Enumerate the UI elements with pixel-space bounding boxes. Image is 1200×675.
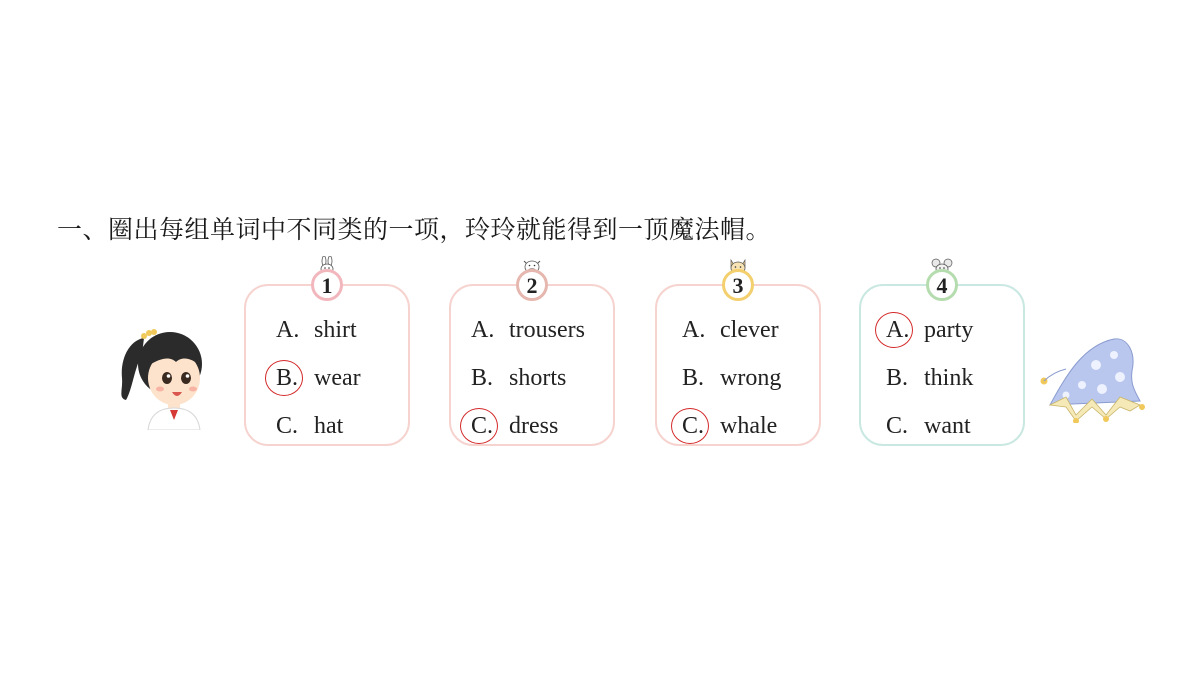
option-letter: B. — [471, 365, 494, 391]
option-letter: C. — [471, 408, 509, 444]
word-group-card-3 — [655, 273, 821, 446]
option-c[interactable] — [682, 408, 777, 444]
option-b[interactable] — [471, 360, 566, 396]
answer-circle — [671, 408, 709, 444]
group-number-badge: 3 — [722, 269, 754, 301]
group-number-badge: 2 — [516, 269, 548, 301]
option-letter: C. — [886, 413, 909, 439]
option-word: shorts — [509, 365, 567, 391]
option-c[interactable] — [276, 408, 343, 444]
option-letter: A. — [276, 317, 300, 343]
option-letter: A. — [886, 312, 924, 348]
magic-hat-illustration — [1036, 335, 1148, 423]
word-group-card-4 — [859, 273, 1025, 446]
option-b[interactable] — [276, 360, 361, 396]
word-group-card-1 — [244, 273, 410, 446]
answer-circle — [875, 312, 913, 348]
option-word: dress — [509, 413, 559, 439]
option-word: want — [924, 413, 971, 439]
instruction-heading: 一、圈出每组单词中不同类的一项，玲玲就能得到一顶魔法帽。 — [57, 215, 772, 244]
option-word: wrong — [720, 365, 782, 391]
option-b[interactable] — [886, 360, 973, 396]
option-word: party — [924, 317, 974, 343]
answer-circle — [460, 408, 498, 444]
answer-circle — [265, 360, 303, 396]
option-word: wear — [314, 365, 361, 391]
option-letter: C. — [276, 413, 299, 439]
option-letter: B. — [886, 365, 909, 391]
option-letter: C. — [682, 408, 720, 444]
group-number-badge: 1 — [311, 269, 343, 301]
option-b[interactable] — [682, 360, 781, 396]
option-letter: B. — [276, 360, 314, 396]
option-word: whale — [720, 413, 778, 439]
option-c[interactable] — [886, 408, 971, 444]
group-number-badge: 4 — [926, 269, 958, 301]
word-group-card-2 — [449, 273, 615, 446]
option-word: think — [924, 365, 974, 391]
option-word: hat — [314, 413, 344, 439]
option-word: shirt — [314, 317, 357, 343]
option-letter: A. — [471, 317, 495, 343]
option-a[interactable] — [682, 312, 779, 348]
option-a[interactable] — [471, 312, 585, 348]
girl-illustration — [112, 320, 212, 430]
option-a[interactable] — [886, 312, 973, 348]
option-c[interactable] — [471, 408, 558, 444]
option-word: trousers — [509, 317, 585, 343]
option-a[interactable] — [276, 312, 357, 348]
option-letter: A. — [682, 317, 706, 343]
option-word: clever — [720, 317, 779, 343]
option-letter: B. — [682, 365, 705, 391]
